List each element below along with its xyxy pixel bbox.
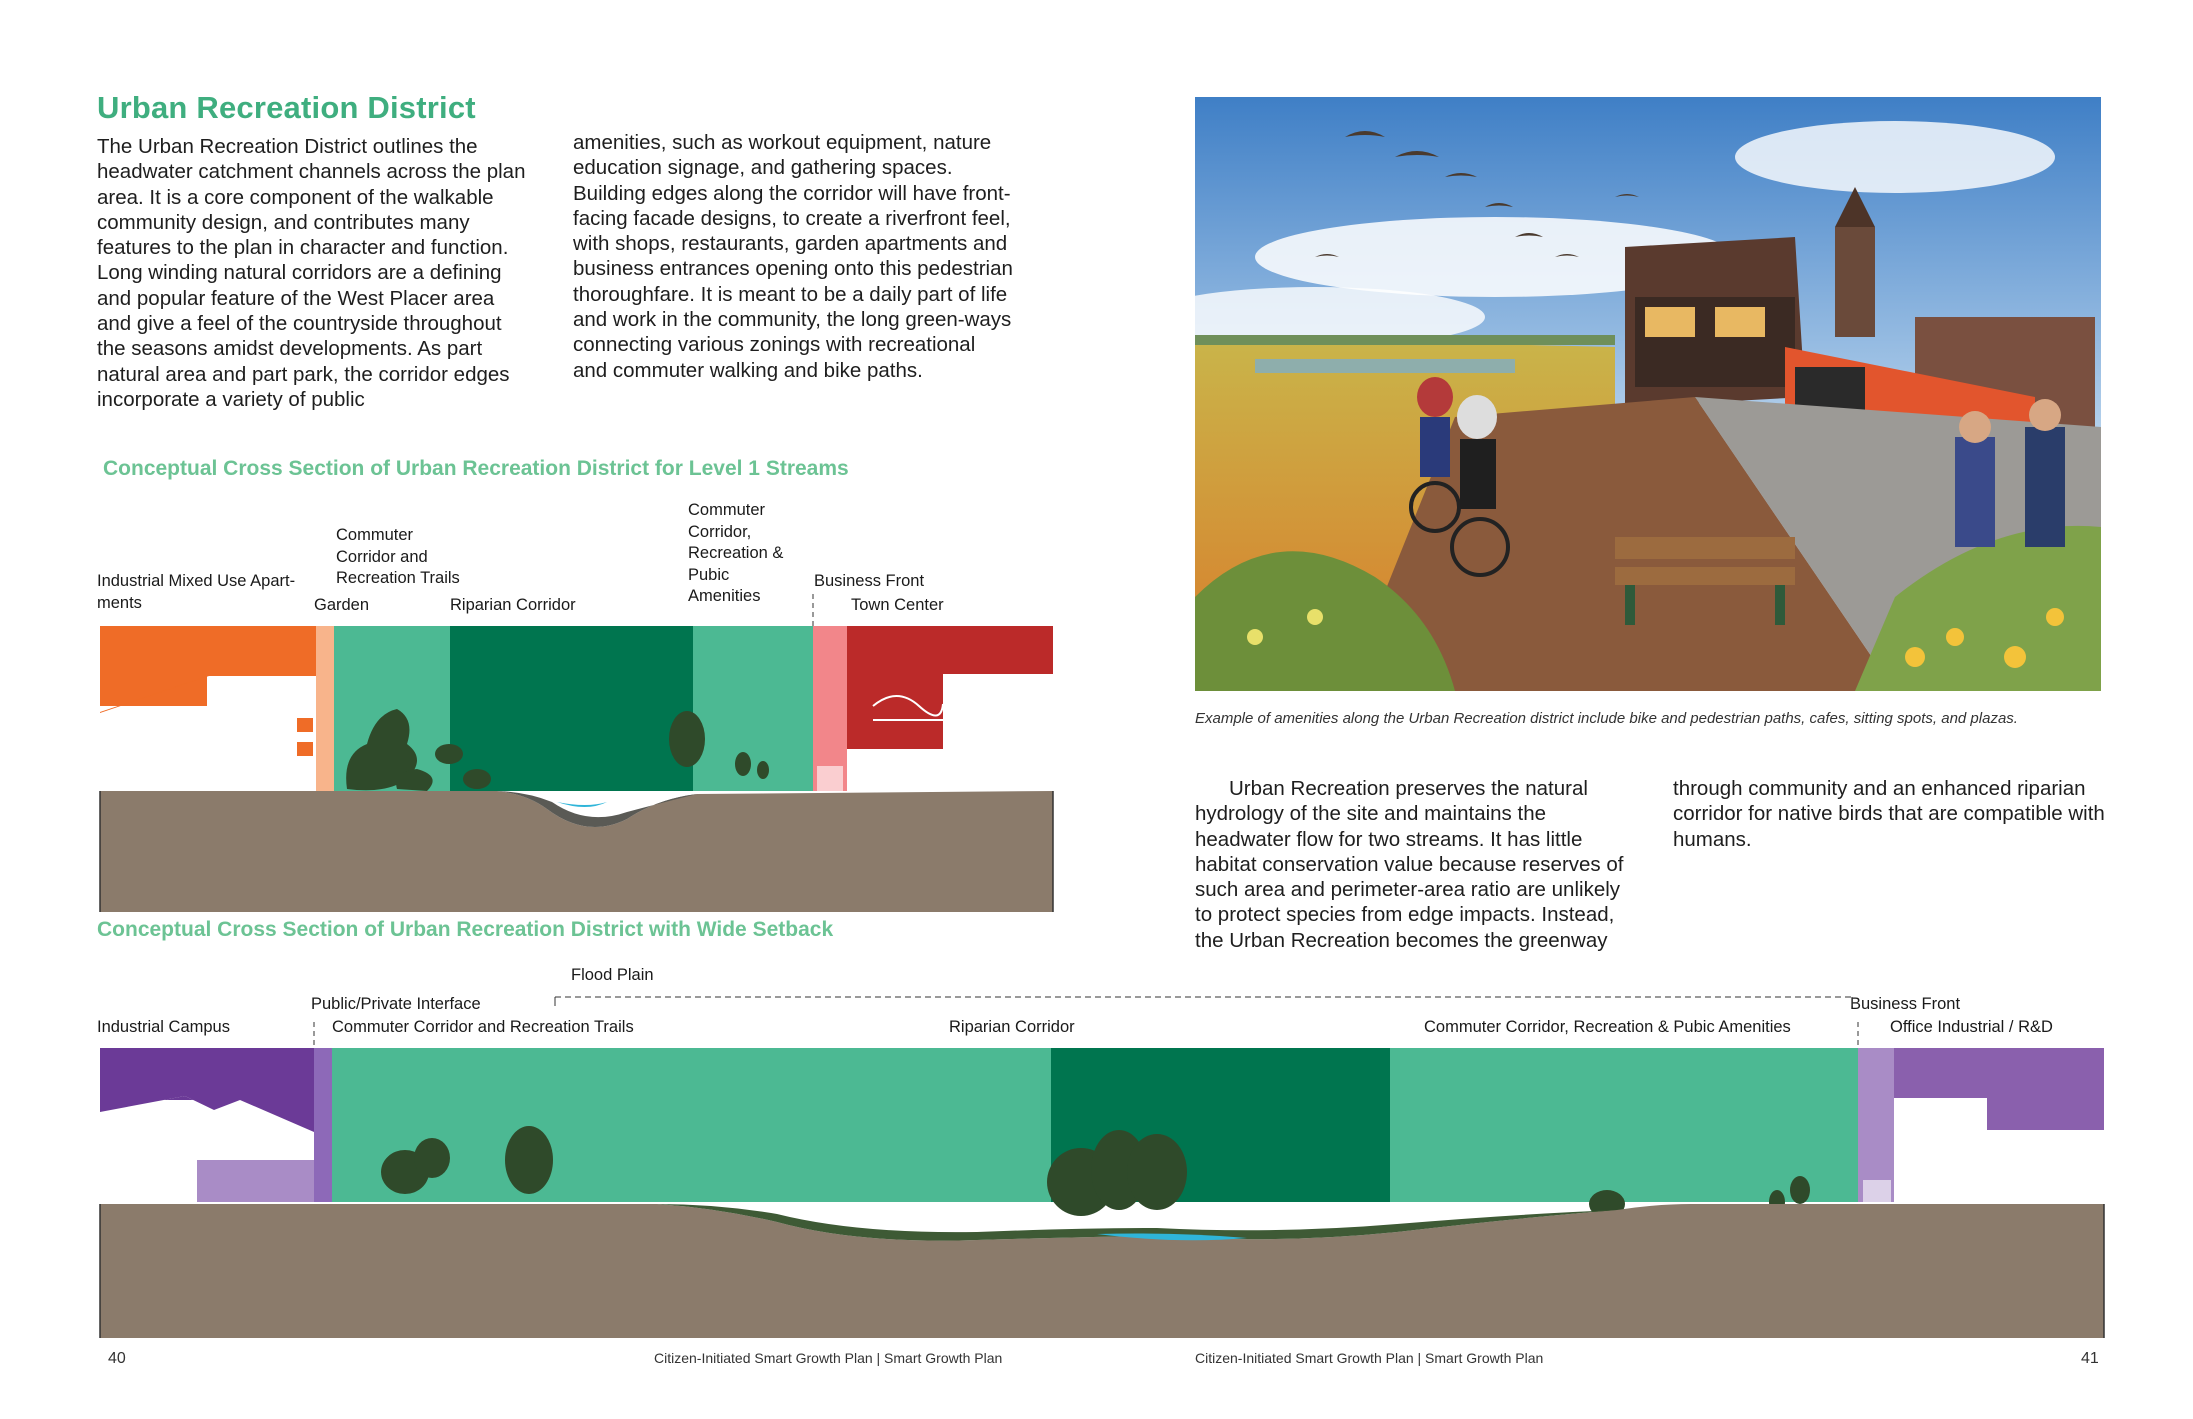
label-commuter-trails: Commuter Corridor and Recreation Trails (336, 526, 460, 587)
page-title: Urban Recreation District (97, 90, 476, 125)
label-town-center: Town Center (851, 596, 944, 614)
label-industrial-mixed-use: Industrial Mixed Use Apart-ments (97, 572, 296, 612)
label-riparian-corridor: Riparian Corridor (450, 596, 576, 614)
intro-text-column-2: amenities, such as workout equipment, nature education signage, and gathering spaces. Building edges along the corridor will have front-facing facade designs, to create a riverfront feel, with shops, restaurants, garden apartments and business entrances opening onto this pedestrian thoroughfare. It is meant to be a daily part of life and work in the community, the long green-ways connecting various zonings with recreational and commuter walking and bike paths. (573, 131, 1013, 382)
section2-title: Conceptual Cross Section of Urban Recreation District with Wide Setback (97, 918, 834, 941)
label-public-private-interface: Public/Private Interface (311, 995, 481, 1013)
label-business-front: Business Front (814, 572, 925, 590)
footer-text-left: Citizen-Initiated Smart Growth Plan | Smart Growth Plan (654, 1350, 1003, 1366)
page-number-left: 40 (108, 1350, 126, 1367)
photo-caption: Example of amenities along the Urban Recreation district include bike and pedestrian paths, cafes, sitting spots, and plazas. (1195, 710, 2018, 727)
label-business-front-2: Business Front (1850, 995, 1961, 1013)
intro-text-column-1: The Urban Recreation District outlines the headwater catchment channels across the plan area. It is a core component of the walkable community design, and contributes many features to the plan in character and function. Long winding natural corridors are a defining and popular feature of the West Placer area and give a feel of the countryside throughout the seasons amidst developments. As part natural area and part park, the corridor edges incorporate a variety of public (97, 135, 526, 411)
section1-title: Conceptual Cross Section of Urban Recreation District for Level 1 Streams (103, 457, 849, 480)
page-number-right: 41 (2081, 1350, 2099, 1367)
label-garden: Garden (314, 596, 370, 614)
label-flood-plain: Flood Plain (571, 966, 654, 984)
right-text-column-2: through community and an enhanced riparian corridor for native birds that are compatible with humans. (1673, 777, 2105, 851)
label-riparian-corridor-2: Riparian Corridor (949, 1018, 1075, 1036)
label-office-industrial: Office Industrial / R&D (1890, 1018, 2053, 1036)
label-commuter-trails-2: Commuter Corridor and Recreation Trails (332, 1018, 634, 1036)
label-commuter-amenities-2: Commuter Corridor, Recreation & Pubic Amenities (1424, 1018, 1791, 1036)
label-industrial-campus: Industrial Campus (97, 1018, 230, 1036)
footer-text-right: Citizen-Initiated Smart Growth Plan | Smart Growth Plan (1195, 1350, 1544, 1366)
label-commuter-amenities: Commuter Corridor, Recreation & Pubic Amenities (688, 501, 784, 605)
amenities-photo (1195, 97, 2101, 691)
cross-section-level1-diagram (97, 594, 1059, 912)
cross-section-wide-setback-diagram (97, 982, 2107, 1338)
right-text-column-1: Urban Recreation preserves the natural hydrology of the site and maintains the headwater flow for two streams. It has little habitat conservation value because reserves of such area and perimeter-area ratio are unlikely to protect species from edge impacts. Instead, the Urban Recreation becomes the greenway (1195, 777, 1624, 952)
